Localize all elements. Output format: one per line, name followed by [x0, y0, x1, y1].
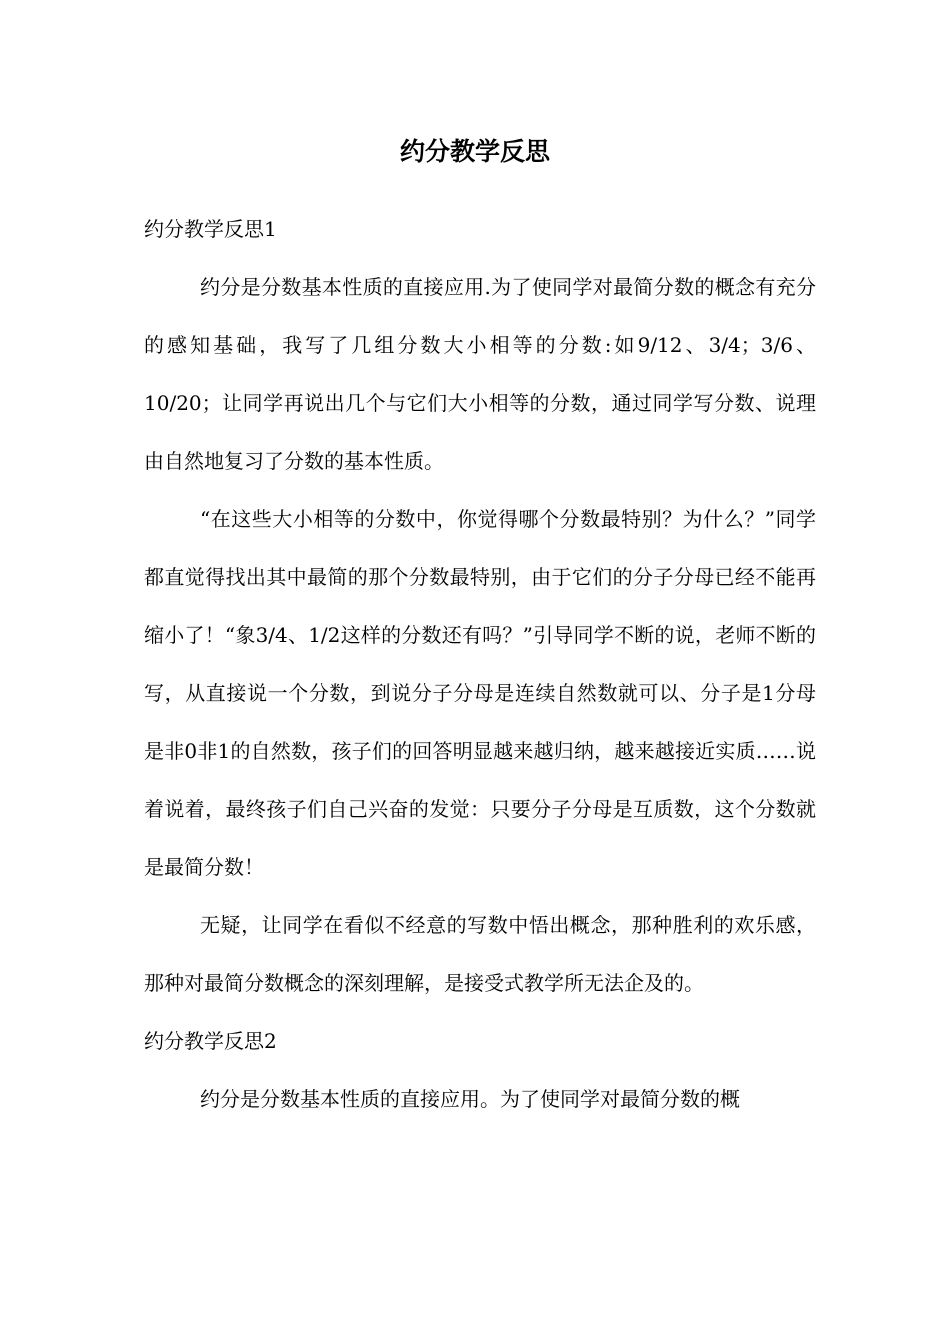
- paragraph: 无疑，让同学在看似不经意的写数中悟出概念，那种胜利的欢乐感，那种对最简分数概念的深刻理解，是接受式教学所无法企及的。: [144, 913, 816, 995]
- document-title: 约分教学反思: [399, 137, 550, 166]
- section-heading: 约分教学反思1: [144, 217, 277, 241]
- paragraph: “在这些大小相等的分数中，你觉得哪个分数最特别？为什么？”同学都直觉得找出其中最简的那个分数最特别，由于它们的分子分母已经不能再缩小了！“象3/4、1/2这样的分数还有吗？”引导同学不断的说，老师不断的写，从直接说一个分数，到说分子分母是连续自然数就可以、分子是1分母是非0非1的自然数，孩子们的回答明显越来越归纳，越来越接近实质……说着说着，最终孩子们自己兴奋的发觉：只要分子分母是互质数，这个分数就是最简分数！: [144, 507, 816, 879]
- section-heading: 约分教学反思2: [144, 1029, 277, 1053]
- section-1: [144, 200, 816, 1012]
- paragraph: 约分是分数基本性质的直接应用.为了使同学对最简分数的概念有充分的感知基础，我写了几组分数大小相等的分数:如9/12、3/4；3/6、10/20；让同学再说出几个与它们大小相等的分数，通过同学写分数、说理由自然地复习了分数的基本性质。: [144, 275, 816, 473]
- section-2: [144, 1012, 816, 1128]
- document-body: [144, 200, 816, 1128]
- paragraph: 约分是分数基本性质的直接应用。为了使同学对最简分数的概: [200, 1087, 740, 1111]
